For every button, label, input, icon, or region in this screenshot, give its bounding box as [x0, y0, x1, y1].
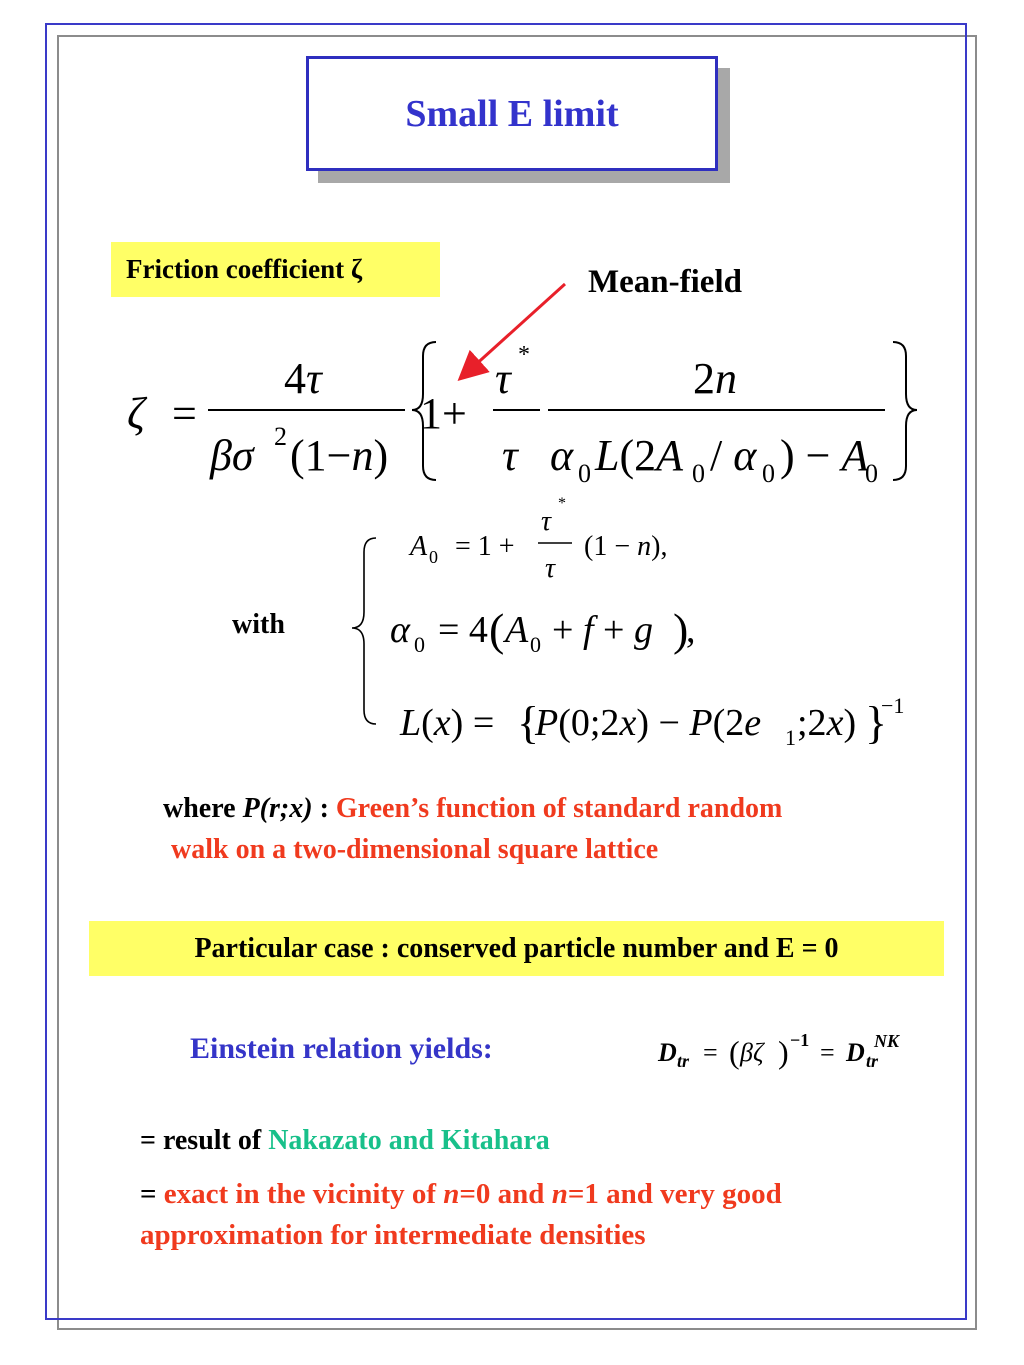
particular-case-highlight [89, 921, 944, 976]
svg-text:(: ( [489, 604, 505, 655]
friction-coefficient-label: Friction coefficient ζ [126, 254, 363, 284]
svg-text:{: { [517, 697, 540, 748]
svg-text:τ: τ [495, 354, 511, 403]
svg-text:D: D [846, 1038, 865, 1067]
svg-text:−1: −1 [790, 1030, 810, 1050]
exact-eq1: =1 and very good [567, 1178, 782, 1210]
einstein-formula [657, 1030, 901, 1071]
result-prefix: = result of [140, 1125, 269, 1156]
svg-text:1: 1 [785, 725, 796, 750]
result-line [140, 1125, 550, 1157]
svg-text:A: A [505, 609, 529, 651]
result-authors: Nakazato and Kitahara [268, 1125, 550, 1156]
svg-text:1+: 1+ [420, 389, 467, 438]
svg-text:α: α [550, 431, 574, 480]
svg-text:ζ: ζ [127, 389, 145, 438]
svg-text:): ) [673, 604, 689, 655]
svg-text:0: 0 [414, 632, 425, 657]
svg-text:2n: 2n [693, 354, 737, 403]
svg-text:βζ: βζ [740, 1038, 764, 1067]
definition-line-2: walk on a two-dimensional square lattice [171, 834, 659, 865]
svg-text:βσ: βσ [210, 431, 254, 480]
svg-text:α: α [390, 609, 410, 651]
svg-text:4τ: 4τ [284, 354, 322, 403]
exact-n2: n [551, 1178, 568, 1210]
exact-part1: exact in the vicinity of [163, 1178, 444, 1210]
svg-text:0: 0 [429, 547, 438, 567]
svg-text:L(x) =: L(x) = [400, 702, 495, 744]
svg-text:tr: tr [866, 1051, 879, 1071]
exact-eq0: =0 and [459, 1178, 552, 1210]
lx-equation [399, 693, 904, 750]
svg-text:τ: τ [541, 506, 552, 537]
svg-text:,: , [686, 609, 696, 651]
svg-text:0: 0 [762, 459, 775, 488]
svg-text:0: 0 [865, 459, 878, 488]
svg-text:2: 2 [274, 422, 287, 451]
a0-equation [408, 495, 667, 584]
exact-line-1 [140, 1178, 782, 1211]
svg-text:τ: τ [545, 553, 556, 584]
svg-text:(1−n): (1−n) [290, 431, 389, 480]
zeta-equation [127, 342, 917, 488]
svg-text:NK: NK [874, 1031, 900, 1051]
svg-text:}: } [865, 697, 888, 748]
alpha0-equation [390, 604, 696, 657]
svg-text:(: ( [729, 1034, 740, 1070]
definition-line-1: Green’s function of standard random [335, 793, 783, 824]
svg-text:D: D [658, 1038, 677, 1067]
where-colon: : [312, 793, 336, 824]
green-function-symbol: P(r;x) [242, 793, 313, 824]
with-label: with [232, 609, 285, 640]
svg-text:=: = [172, 389, 197, 438]
slide-title: Small E limit [405, 92, 619, 135]
svg-text:) − A: ) − A [780, 431, 869, 480]
svg-text:L(2A: L(2A [595, 431, 684, 480]
svg-text:+ f + g: + f + g [552, 609, 653, 651]
where-prefix: where [163, 793, 243, 824]
svg-text:0: 0 [692, 459, 705, 488]
svg-text:τ: τ [502, 431, 518, 480]
system-brace [352, 538, 376, 724]
svg-text:*: * [558, 495, 566, 512]
svg-text:P(0;2x) − P(2e: P(0;2x) − P(2e [535, 702, 762, 744]
svg-text:= 1 +: = 1 + [455, 531, 515, 562]
where-line-1 [163, 793, 782, 825]
particular-case-label: Particular case : conserved particle number and E = 0 [194, 932, 839, 964]
svg-text:/ α: / α [710, 431, 757, 480]
mean-field-arrow [462, 284, 565, 377]
einstein-relation-label: Einstein relation yields: [190, 1032, 493, 1065]
svg-text:0: 0 [530, 632, 541, 657]
svg-text:): ) [778, 1034, 789, 1070]
svg-text:−1: −1 [881, 693, 905, 718]
svg-text:0: 0 [578, 459, 591, 488]
svg-text:(1 − n),: (1 − n), [584, 531, 668, 562]
svg-text:=: = [703, 1038, 718, 1067]
mean-field-label: Mean-field [588, 264, 742, 300]
exact-n1: n [443, 1178, 460, 1210]
svg-text:*: * [518, 342, 530, 368]
svg-text:A: A [410, 531, 428, 562]
svg-text:=: = [820, 1038, 835, 1067]
svg-text:= 4: = 4 [438, 609, 488, 651]
svg-text:;2x): ;2x) [797, 702, 857, 744]
exact-prefix: = [140, 1178, 164, 1210]
svg-text:tr: tr [677, 1051, 690, 1071]
exact-line-2: approximation for intermediate densities [140, 1219, 646, 1251]
